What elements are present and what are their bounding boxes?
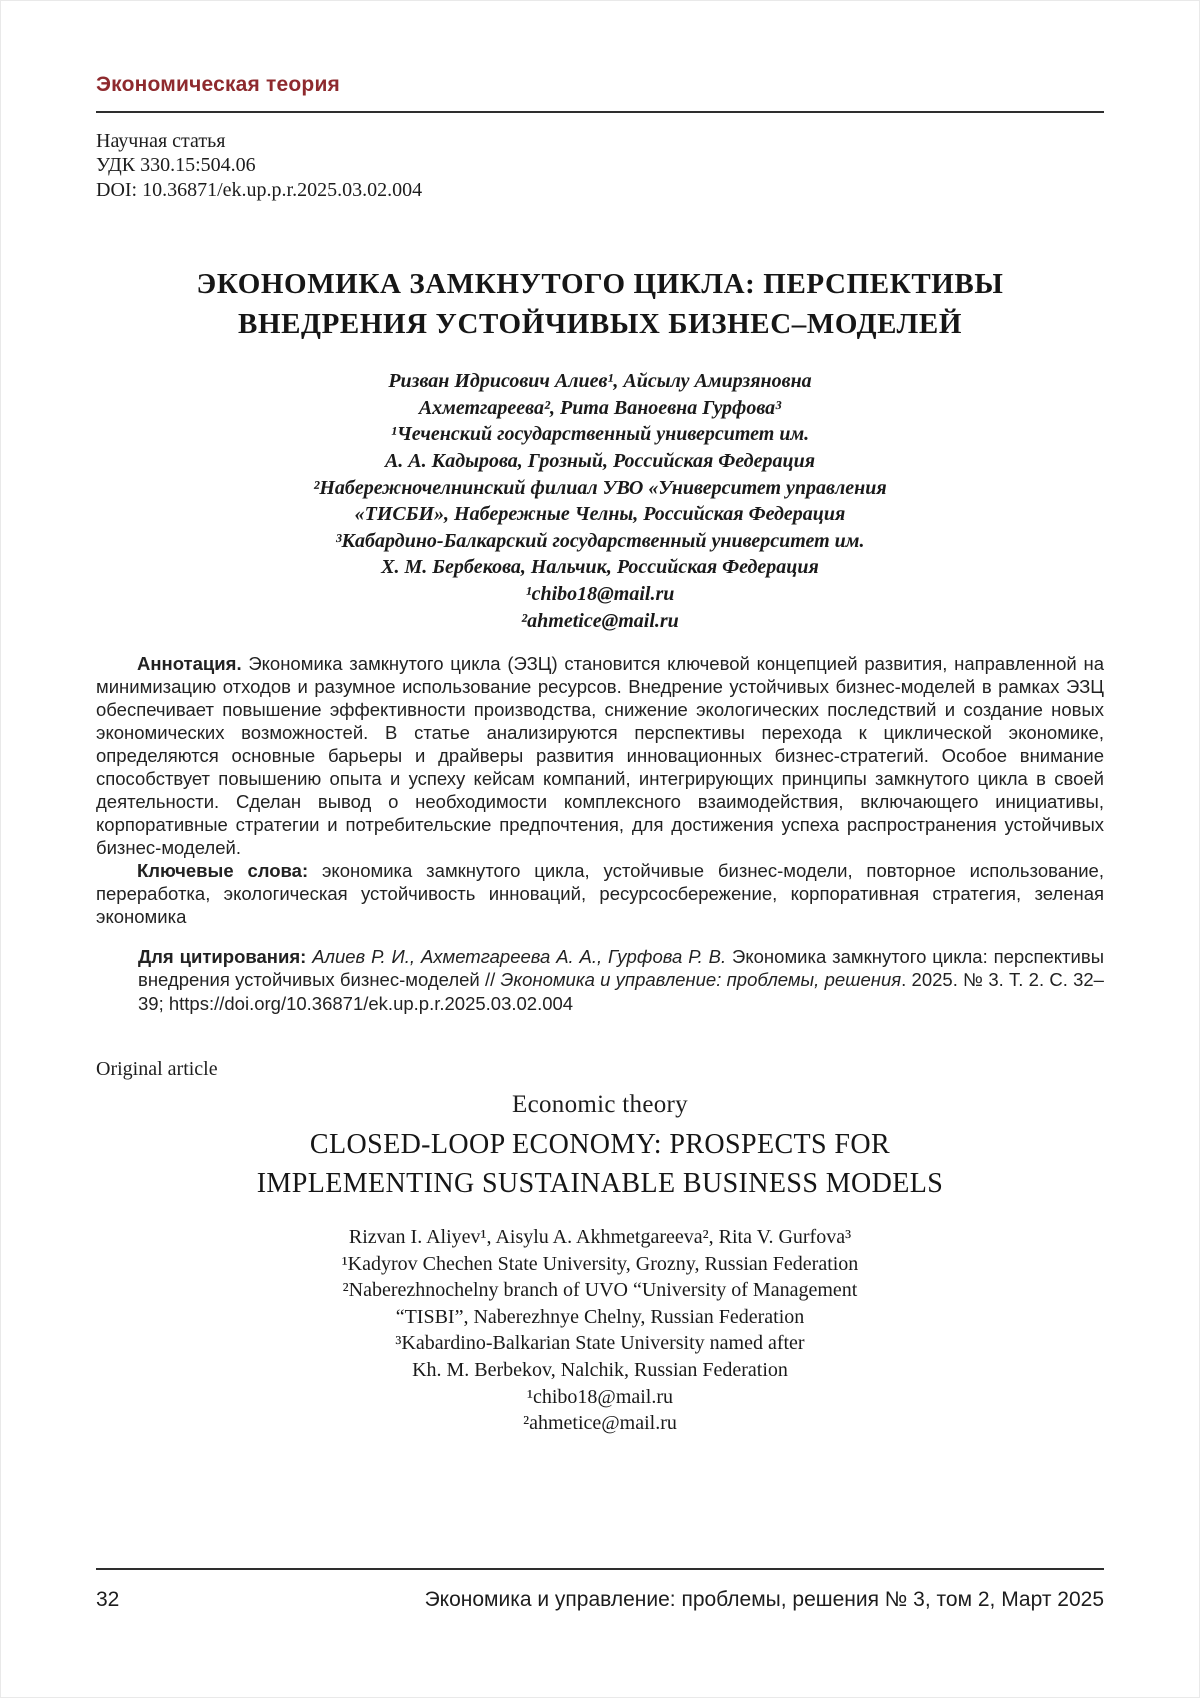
abstract-paragraph xyxy=(96,652,1104,859)
affiliation-ru-line: ²Набережночелнинский филиал УВО «Университет управления xyxy=(313,476,887,499)
author-email-en: ²ahmetice@mail.ru xyxy=(523,1412,677,1435)
doi-line: DOI: 10.36871/ek.up.p.r.2025.03.02.004 xyxy=(96,178,423,201)
affiliation-en-line: “TISBI”, Naberezhnye Chelny, Russian Federation xyxy=(395,1305,805,1328)
article-type-ru: Научная статья xyxy=(96,130,226,152)
affiliation-ru-line: «ТИСБИ», Набережные Челны, Российская Федерация xyxy=(354,503,846,526)
author-email-en: ¹chibo18@mail.ru xyxy=(526,1385,674,1408)
citation-tail: . 2025. № 3. Т. 2. С. 32–39; https://doi.org/10.36871/ek.up.p.r.2025.03.02.004 xyxy=(138,969,1104,1014)
title-english-line-1: CLOSED-LOOP ECONOMY: PROSPECTS FOR xyxy=(309,1128,891,1160)
title-english-line-2: IMPLEMENTING SUSTAINABLE BUSINESS MODELS xyxy=(256,1168,944,1200)
keywords-text: экономика замкнутого цикла, устойчивые бизнес-модели, повторное использование, переработка, экологическая устойчивость инноваций, ресурсосбережение, корпоративная стратегия, зеленая экономика xyxy=(96,860,1104,928)
title-russian xyxy=(96,264,1104,344)
citation-title: Экономика замкнутого цикла: перспективы внедрения устойчивых бизнес-моделей // xyxy=(138,945,1104,991)
page-footer xyxy=(96,1568,1104,1612)
authors-affiliations-english xyxy=(96,1224,1104,1437)
page-number: 32 xyxy=(96,1588,120,1611)
authors-affiliations-russian xyxy=(96,368,1104,634)
citation-authors: Алиев Р. И., Ахметгареева А. А., Гурфова Р. В. xyxy=(312,945,733,967)
journal-section-label: Экономическая теория xyxy=(96,73,341,96)
affiliation-en-line: ²Naberezhnochelny branch of UVO “University of Management xyxy=(342,1279,858,1302)
author-email: ¹chibo18@mail.ru xyxy=(525,582,675,605)
authors-ru-line: Ризван Идрисович Алиев¹, Айсылу Амирзяновна xyxy=(388,370,812,393)
affiliation-ru-line: Х. М. Бербекова, Нальчик, Российская Федерация xyxy=(381,556,819,579)
author-email: ²ahmetice@mail.ru xyxy=(521,609,679,632)
footer-divider xyxy=(96,1568,1104,1570)
authors-en-line: Rizvan I. Aliyev¹, Aisylu A. Akhmetgareeva², Rita V. Gurfova³ xyxy=(348,1226,852,1249)
page-header xyxy=(96,73,1104,113)
article-type-en: Original article xyxy=(96,1057,218,1080)
affiliation-en-line: ³Kabardino-Balkarian State University named after xyxy=(395,1332,805,1355)
citation-paragraph xyxy=(138,945,1104,1016)
citation-journal: Экономика и управление: проблемы, решения xyxy=(500,969,902,991)
abstract-text: Экономика замкнутого цикла (ЭЗЦ) становится ключевой концепцией развития, направленной на минимизацию отходов и разумное использование ресурсов. Внедрение устойчивых бизнес-моделей в рамках ЭЗЦ обеспечивает повышение эффективности производства, снижение экологических последствий и создание новых экономических возможностей. В статье анализируются перспективы перехода к циклической экономике, определяются основные барьеры и драйверы развития инновационных бизнес-стратегий. Особое внимание способствует повышению опыта и успеху кейсам компаний, интегрирующих принципы замкнутого цикла в своей деятельности. Сделан вывод о необходимости комплексного взаимодействия, включающего инициативы, корпоративные стратегии и потребительские предпочтения, для достижения успеха распространения устойчивых бизнес-моделей. xyxy=(96,653,1104,859)
affiliation-ru-line: ¹Чеченский государственный университет им. xyxy=(390,423,810,446)
authors-ru-line: Ахметгареева², Рита Ваноевна Гурфова³ xyxy=(418,396,782,419)
abstract-label: Аннотация. xyxy=(137,653,249,675)
header-divider xyxy=(96,111,1104,113)
footer-row xyxy=(96,1588,1104,1612)
affiliation-en-line: ¹Kadyrov Chechen State University, Grozny, Russian Federation xyxy=(341,1252,859,1275)
journal-section-label-en: Economic theory xyxy=(512,1090,688,1118)
title-russian-line-1: ЭКОНОМИКА ЗАМКНУТОГО ЦИКЛА: ПЕРСПЕКТИВЫ xyxy=(196,268,1004,301)
affiliation-ru-line: А. А. Кадырова, Грозный, Российская Федерация xyxy=(384,449,816,472)
title-russian-line-2: ВНЕДРЕНИЯ УСТОЙЧИВЫХ БИЗНЕС–МОДЕЛЕЙ xyxy=(238,308,962,341)
journal-info: Экономика и управление: проблемы, решения № 3, том 2, Март 2025 xyxy=(424,1588,1104,1611)
keywords-label: Ключевые слова: xyxy=(137,860,322,882)
affiliation-en-line: Kh. M. Berbekov, Nalchik, Russian Federation xyxy=(412,1359,788,1381)
citation-label: Для цитирования: xyxy=(138,945,313,967)
udk-code: УДК 330.15:504.06 xyxy=(96,154,256,177)
keywords-paragraph xyxy=(96,859,1104,928)
title-english xyxy=(96,1125,1104,1205)
affiliation-ru-line: ³Кабардино-Балкарский государственный университет им. xyxy=(335,529,865,552)
article-meta xyxy=(96,129,1104,202)
